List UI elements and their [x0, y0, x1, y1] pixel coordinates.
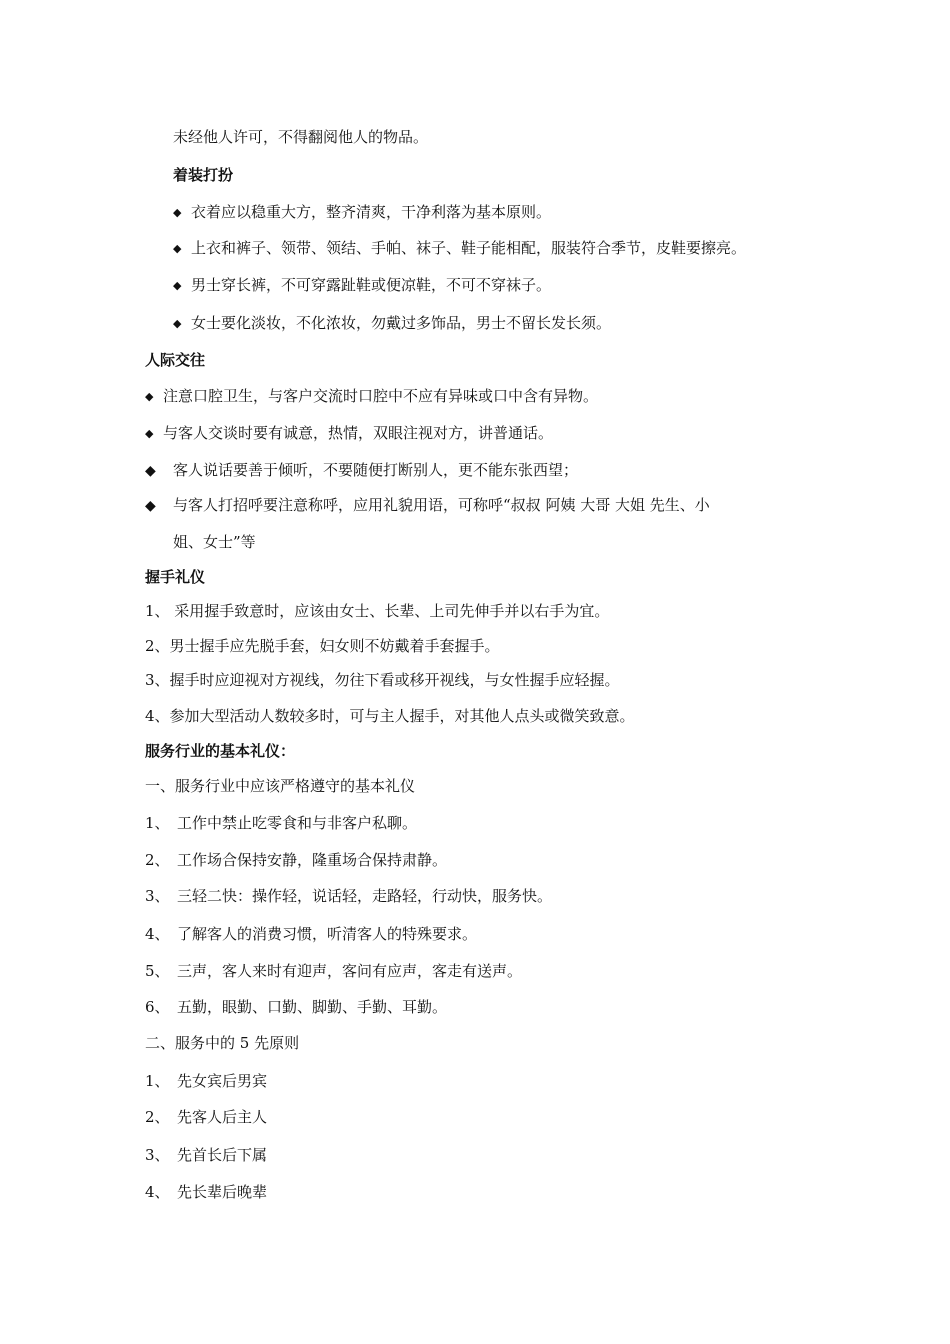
list-item: 1、 工作中禁止吃零食和与非客户私聊。: [145, 814, 418, 832]
section-heading-service: 服务行业的基本礼仪：: [145, 742, 296, 760]
list-item: 1、 先女宾后男宾: [145, 1072, 268, 1090]
list-item: 6、 五勤，眼勤、口勤、脚勤、手勤、耳勤。: [145, 998, 448, 1016]
subsection-title: 二、服务中的 5 先原则: [145, 1034, 300, 1052]
section-heading-handshake: 握手礼仪: [145, 568, 206, 586]
list-item: 3、握手时应迎视对方视线，勿往下看或移开视线，与女性握手应轻握。: [145, 671, 620, 689]
list-item: 4、 了解客人的消费习惯，听清客人的特殊要求。: [145, 925, 478, 943]
section-heading-social: 人际交往: [145, 351, 206, 369]
list-item: 5、 三声，客人来时有迎声，客问有应声，客走有送声。: [145, 962, 523, 980]
diamond-bullet-icon: ◆: [145, 427, 154, 440]
diamond-bullet-icon: ◆: [173, 242, 182, 255]
diamond-bullet-icon: ◆: [173, 206, 182, 219]
list-item: ◆ 客人说话要善于倾听，不要随便打断别人，更不能东张西望；: [145, 461, 579, 479]
diamond-bullet-icon: ◆: [173, 317, 182, 330]
list-item: 3、 三轻二快：操作轻，说话轻，走路轻，行动快，服务快。: [145, 887, 553, 905]
subsection-title: 一、服务行业中应该严格遵守的基本礼仪: [145, 777, 416, 795]
list-item: 2、男士握手应先脱手套，妇女则不妨戴着手套握手。: [145, 637, 500, 655]
list-item: ◆ 与客人打招呼要注意称呼，应用礼貌用语，可称呼“叔叔 阿姨 大哥 大姐 先生、小: [145, 496, 710, 514]
list-item: ◆ 注意口腔卫生，与客户交流时口腔中不应有异味或口中含有异物。: [145, 387, 599, 405]
paragraph: 未经他人许可，不得翻阅他人的物品。: [173, 128, 429, 146]
list-item: ◆ 上衣和裤子、领带、领结、手帕、袜子、鞋子能相配，服装符合季节，皮鞋要擦亮。: [173, 239, 747, 257]
list-item: 3、 先首长后下属: [145, 1146, 268, 1164]
list-item: ◆ 衣着应以稳重大方，整齐清爽，干净利落为基本原则。: [173, 203, 552, 221]
diamond-bullet-icon: ◆: [145, 498, 156, 514]
list-item: 4、 先长辈后晚辈: [145, 1183, 268, 1201]
list-item: 1、 采用握手致意时，应该由女士、长辈、上司先伸手并以右手为宜。: [145, 602, 610, 620]
list-item: ◆ 女士要化淡妆，不化浓妆，勿戴过多饰品，男士不留长发长须。: [173, 314, 612, 332]
list-item-continuation: 姐、女士”等: [173, 533, 256, 551]
list-item: ◆ 男士穿长裤，不可穿露趾鞋或便凉鞋，不可不穿袜子。: [173, 276, 552, 294]
diamond-bullet-icon: ◆: [173, 279, 182, 292]
section-heading-dress: 着装打扮: [173, 166, 234, 184]
list-item: 2、 先客人后主人: [145, 1108, 268, 1126]
diamond-bullet-icon: ◆: [145, 390, 154, 403]
diamond-bullet-icon: ◆: [145, 463, 156, 479]
list-item: 4、参加大型活动人数较多时，可与主人握手，对其他人点头或微笑致意。: [145, 707, 635, 725]
list-item: 2、 工作场合保持安静，隆重场合保持肃静。: [145, 851, 448, 869]
list-item: ◆ 与客人交谈时要有诚意，热情，双眼注视对方，讲普通话。: [145, 424, 554, 442]
